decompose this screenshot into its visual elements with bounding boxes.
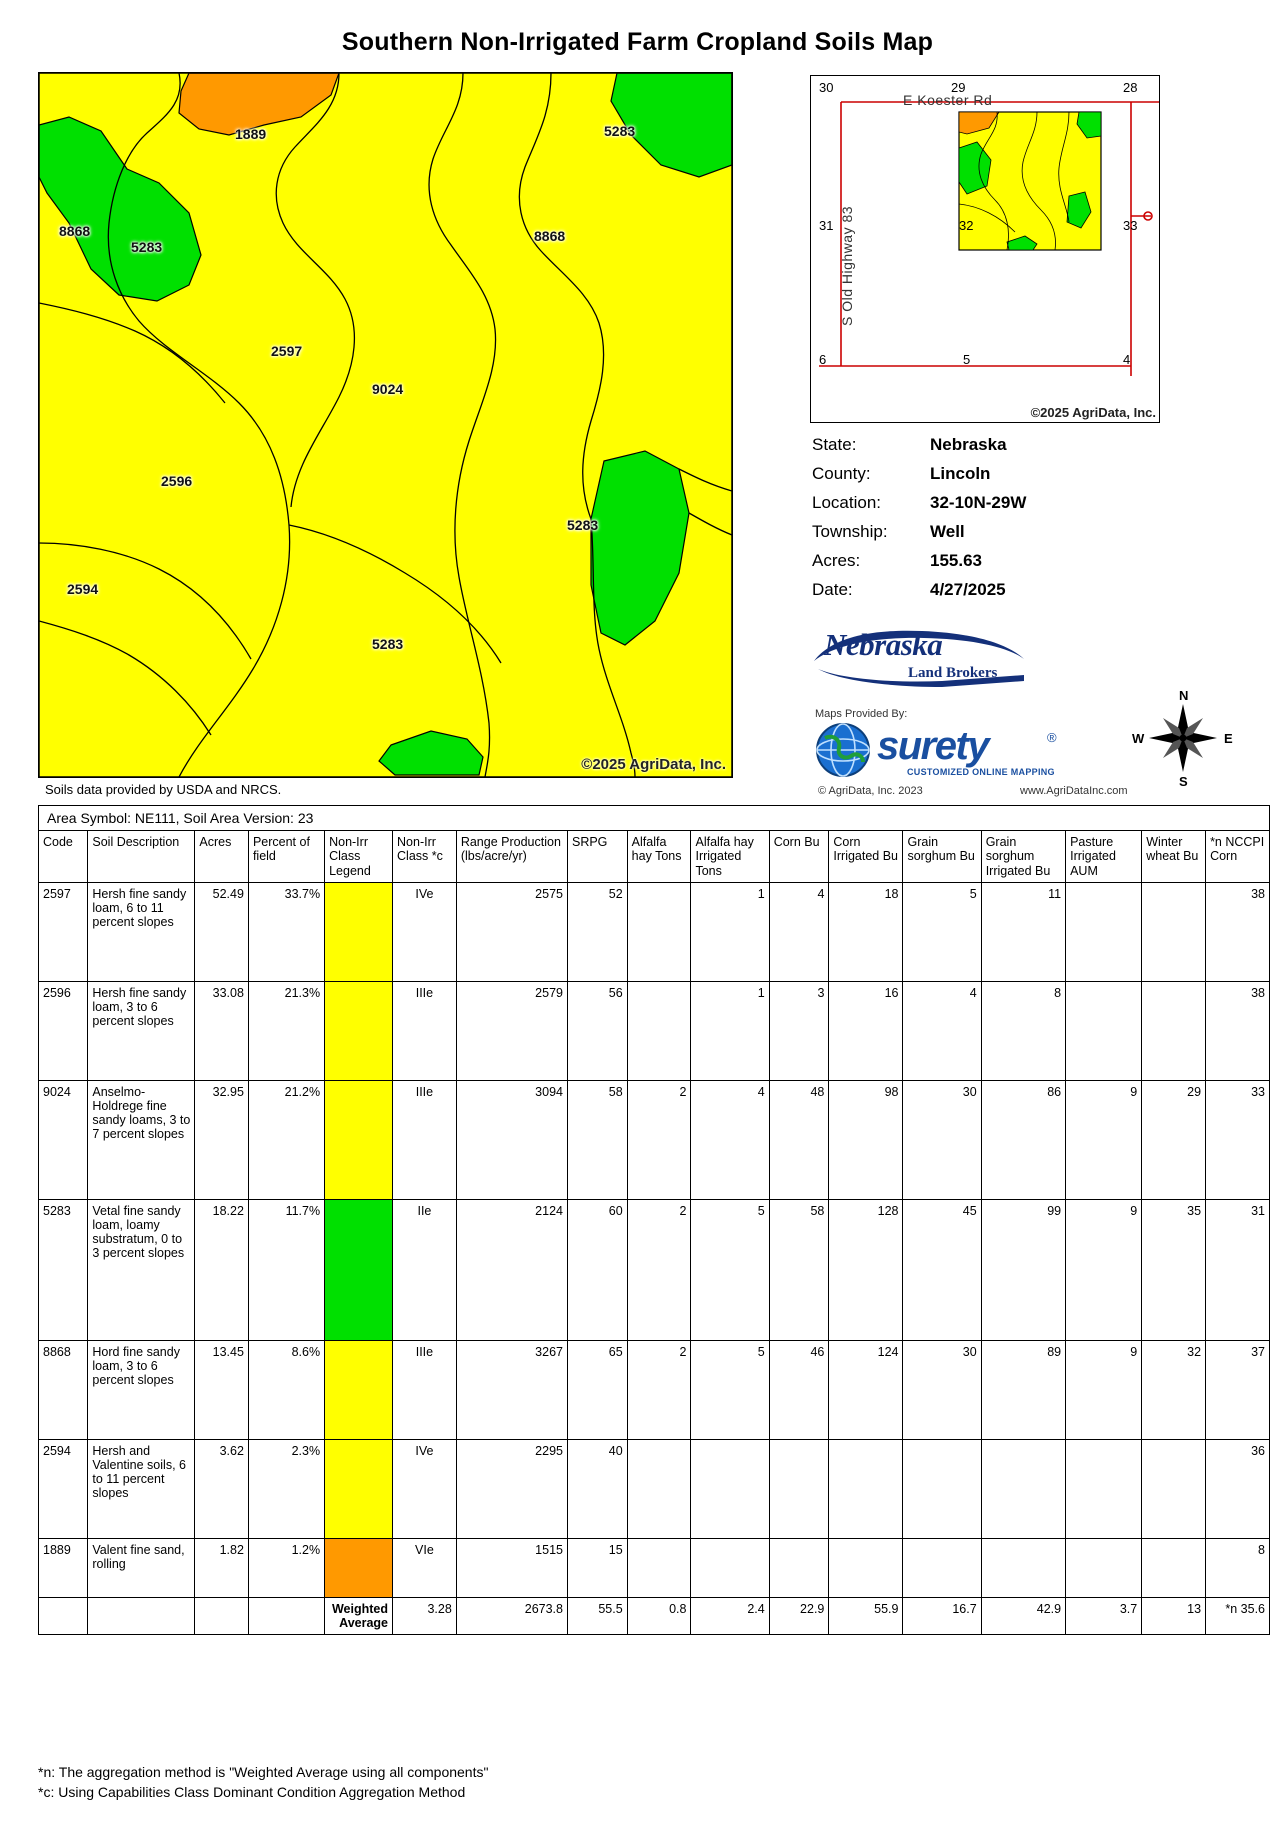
registered-mark-icon: ® bbox=[1047, 730, 1057, 745]
cell-description: Hersh fine sandy loam, 6 to 11 percent slopes bbox=[88, 883, 195, 982]
map-soil-label: 5283 bbox=[604, 123, 636, 139]
cell-sorghum-irr: 8 bbox=[981, 982, 1065, 1081]
cell-sorghum bbox=[903, 1539, 981, 1598]
legend-color-swatch bbox=[325, 1081, 392, 1199]
cell-class: IIIe bbox=[393, 1341, 457, 1440]
cell-acres: 18.22 bbox=[195, 1200, 249, 1341]
cell-sorghum bbox=[903, 1440, 981, 1539]
cell-sorghum: 5 bbox=[903, 883, 981, 982]
wavg-corn: 22.9 bbox=[769, 1598, 829, 1635]
area-symbol-header: Area Symbol: NE111, Soil Area Version: 23 bbox=[38, 805, 1270, 830]
cell-corn-irr: 98 bbox=[829, 1081, 903, 1200]
cell-code: 2597 bbox=[39, 883, 88, 982]
cell-srpg: 65 bbox=[567, 1341, 627, 1440]
cell-srpg: 56 bbox=[567, 982, 627, 1081]
col-winter-wheat-bu: Winter wheat Bu bbox=[1142, 831, 1206, 883]
compass-west-label: W bbox=[1132, 731, 1145, 746]
cell-legend bbox=[325, 1440, 393, 1539]
cell-alfalfa bbox=[627, 982, 691, 1081]
col-corn-irrigated-bu: Corn Irrigated Bu bbox=[829, 831, 903, 883]
wavg-alfalfa-irr: 2.4 bbox=[691, 1598, 769, 1635]
col-percent-of-field: Percent of field bbox=[248, 831, 324, 883]
cell-corn-irr: 18 bbox=[829, 883, 903, 982]
cell-code: 5283 bbox=[39, 1200, 88, 1341]
cell-alfalfa-irr: 5 bbox=[691, 1341, 769, 1440]
cell-percent: 1.2% bbox=[248, 1539, 324, 1598]
map-soil-label: 8868 bbox=[534, 228, 566, 244]
cell-legend bbox=[325, 1081, 393, 1200]
cell-corn: 3 bbox=[769, 982, 829, 1081]
cell-alfalfa-irr: 1 bbox=[691, 883, 769, 982]
cell-description: Anselmo-Holdrege fine sandy loams, 3 to 7 percent slopes bbox=[88, 1081, 195, 1200]
col-nccpi-corn: *n NCCPI Corn bbox=[1206, 831, 1270, 883]
wavg-pasture-irr: 3.7 bbox=[1066, 1598, 1142, 1635]
map-soil-label: 1889 bbox=[235, 126, 267, 142]
footnote-n: *n: The aggregation method is "Weighted Average using all components" bbox=[38, 1764, 489, 1780]
cell-corn-irr: 128 bbox=[829, 1200, 903, 1341]
map-soil-label: 2596 bbox=[161, 473, 193, 489]
info-row-location bbox=[812, 493, 1142, 513]
cell-sorghum-irr: 86 bbox=[981, 1081, 1065, 1200]
cell-nccpi: 8 bbox=[1206, 1539, 1270, 1598]
cell-wheat bbox=[1142, 1539, 1206, 1598]
cell-class: IIIe bbox=[393, 1081, 457, 1200]
wavg-range-production: 2673.8 bbox=[456, 1598, 567, 1635]
legend-color-swatch bbox=[325, 1440, 392, 1538]
col-soil-description: Soil Description bbox=[88, 831, 195, 883]
map-soil-label: 2597 bbox=[271, 343, 303, 359]
wavg-class: 3.28 bbox=[393, 1598, 457, 1635]
col-corn-bu: Corn Bu bbox=[769, 831, 829, 883]
cell-wheat bbox=[1142, 982, 1206, 1081]
map-soil-label: 5283 bbox=[567, 517, 599, 533]
compass-north-label: N bbox=[1179, 688, 1189, 703]
surety-wordmark: surety bbox=[877, 724, 989, 768]
cell-alfalfa-irr: 4 bbox=[691, 1081, 769, 1200]
field-info bbox=[812, 435, 1142, 609]
cell-percent: 2.3% bbox=[248, 1440, 324, 1539]
section-number: 33 bbox=[1123, 218, 1138, 233]
info-value: 32-10N-29W bbox=[930, 493, 1027, 512]
cell-corn-irr: 124 bbox=[829, 1341, 903, 1440]
cell-range-production: 1515 bbox=[456, 1539, 567, 1598]
wavg-blank-percent bbox=[248, 1598, 324, 1635]
cell-corn bbox=[769, 1539, 829, 1598]
cell-alfalfa-irr bbox=[691, 1440, 769, 1539]
cell-legend bbox=[325, 883, 393, 982]
cell-code: 1889 bbox=[39, 1539, 88, 1598]
weighted-average-row bbox=[39, 1598, 1270, 1635]
legend-color-swatch bbox=[325, 982, 392, 1080]
surety-logo bbox=[815, 722, 1085, 778]
info-row-county bbox=[812, 464, 1142, 484]
section-number: 28 bbox=[1123, 80, 1138, 95]
cell-class: IIIe bbox=[393, 982, 457, 1081]
cell-description: Vetal fine sandy loam, loamy substratum, 0 to 3 percent slopes bbox=[88, 1200, 195, 1341]
info-value: Well bbox=[930, 522, 965, 541]
cell-range-production: 3094 bbox=[456, 1081, 567, 1200]
cell-sorghum-irr bbox=[981, 1539, 1065, 1598]
compass-east-label: E bbox=[1224, 731, 1233, 746]
soils-table-body bbox=[39, 883, 1270, 1635]
cell-acres: 32.95 bbox=[195, 1081, 249, 1200]
wavg-sorghum-irr: 42.9 bbox=[981, 1598, 1065, 1635]
info-label: Township: bbox=[812, 522, 888, 541]
cell-legend bbox=[325, 982, 393, 1081]
info-value: Lincoln bbox=[930, 464, 991, 483]
cell-nccpi: 33 bbox=[1206, 1081, 1270, 1200]
cell-nccpi: 31 bbox=[1206, 1200, 1270, 1341]
cell-alfalfa: 2 bbox=[627, 1200, 691, 1341]
info-label: County: bbox=[812, 464, 871, 483]
cell-corn: 46 bbox=[769, 1341, 829, 1440]
cell-wheat bbox=[1142, 883, 1206, 982]
cell-range-production: 2295 bbox=[456, 1440, 567, 1539]
cell-code: 2596 bbox=[39, 982, 88, 1081]
cell-range-production: 2124 bbox=[456, 1200, 567, 1341]
cell-code: 2594 bbox=[39, 1440, 88, 1539]
soils-table-header bbox=[39, 831, 1270, 883]
surety-tagline: CUSTOMIZED ONLINE MAPPING bbox=[907, 767, 1055, 777]
legend-color-swatch bbox=[325, 883, 392, 981]
section-number: 31 bbox=[819, 218, 834, 233]
road-label-highway-83: S Old Highway 83 bbox=[839, 205, 855, 326]
table-header-row bbox=[39, 831, 1270, 883]
cell-alfalfa bbox=[627, 1440, 691, 1539]
cell-alfalfa-irr: 5 bbox=[691, 1200, 769, 1341]
cell-legend bbox=[325, 1200, 393, 1341]
locator-copyright: ©2025 AgriData, Inc. bbox=[1030, 405, 1156, 420]
info-label: State: bbox=[812, 435, 857, 454]
agridata-url: www.AgriDataInc.com bbox=[1020, 785, 1128, 797]
cell-range-production: 3267 bbox=[456, 1341, 567, 1440]
cell-range-production: 2579 bbox=[456, 982, 567, 1081]
info-row-date bbox=[812, 580, 1142, 600]
cell-sorghum-irr bbox=[981, 1440, 1065, 1539]
page-title: Southern Non-Irrigated Farm Cropland Soils Map bbox=[341, 28, 934, 56]
cell-description: Hersh and Valentine soils, 6 to 11 percent slopes bbox=[88, 1440, 195, 1539]
col-acres: Acres bbox=[195, 831, 249, 883]
soil-map-polygons bbox=[39, 73, 732, 777]
cell-acres: 13.45 bbox=[195, 1341, 249, 1440]
cell-percent: 11.7% bbox=[248, 1200, 324, 1341]
globe-icon bbox=[815, 722, 875, 778]
compass-icon bbox=[1128, 690, 1238, 786]
cell-alfalfa bbox=[627, 1539, 691, 1598]
cell-sorghum-irr: 89 bbox=[981, 1341, 1065, 1440]
table-row bbox=[39, 982, 1270, 1081]
table-row bbox=[39, 1341, 1270, 1440]
cell-class: IVe bbox=[393, 1440, 457, 1539]
cell-code: 9024 bbox=[39, 1081, 88, 1200]
cell-srpg: 52 bbox=[567, 883, 627, 982]
weighted-average-label: Weighted Average bbox=[325, 1598, 393, 1635]
cell-corn-irr bbox=[829, 1539, 903, 1598]
soil-map[interactable] bbox=[38, 72, 733, 778]
cell-range-production: 2575 bbox=[456, 883, 567, 982]
locator-map[interactable] bbox=[810, 75, 1160, 423]
map-soil-label: 2594 bbox=[67, 581, 99, 597]
logo-text-land-brokers: Land Brokers bbox=[908, 665, 998, 681]
soil-map-container[interactable] bbox=[38, 72, 733, 778]
col-grain-sorghum-irrigated-bu: Grain sorghum Irrigated Bu bbox=[981, 831, 1065, 883]
cell-alfalfa: 2 bbox=[627, 1081, 691, 1200]
cell-acres: 52.49 bbox=[195, 883, 249, 982]
col-alfalfa-hay-irrigated-tons: Alfalfa hay Irrigated Tons bbox=[691, 831, 769, 883]
locator-grid bbox=[811, 76, 1159, 422]
wavg-wheat: 13 bbox=[1142, 1598, 1206, 1635]
cell-srpg: 60 bbox=[567, 1200, 627, 1341]
wavg-nccpi: *n 35.6 bbox=[1206, 1598, 1270, 1635]
info-label: Date: bbox=[812, 580, 853, 599]
cell-nccpi: 38 bbox=[1206, 982, 1270, 1081]
info-label: Location: bbox=[812, 493, 881, 512]
cell-percent: 8.6% bbox=[248, 1341, 324, 1440]
table-row bbox=[39, 883, 1270, 982]
legend-color-swatch bbox=[325, 1341, 392, 1439]
wavg-sorghum: 16.7 bbox=[903, 1598, 981, 1635]
section-number: 32 bbox=[959, 218, 974, 233]
cell-sorghum: 4 bbox=[903, 982, 981, 1081]
cell-legend bbox=[325, 1341, 393, 1440]
cell-percent: 33.7% bbox=[248, 883, 324, 982]
table-row bbox=[39, 1200, 1270, 1341]
table-row bbox=[39, 1440, 1270, 1539]
map-soil-label: 8868 bbox=[59, 223, 91, 239]
cell-description: Hersh fine sandy loam, 3 to 6 percent slopes bbox=[88, 982, 195, 1081]
cell-description: Hord fine sandy loam, 3 to 6 percent slopes bbox=[88, 1341, 195, 1440]
cell-corn: 48 bbox=[769, 1081, 829, 1200]
col-grain-sorghum-bu: Grain sorghum Bu bbox=[903, 831, 981, 883]
cell-wheat bbox=[1142, 1440, 1206, 1539]
cell-pasture-irr bbox=[1066, 1539, 1142, 1598]
soils-data-source-note: Soils data provided by USDA and NRCS. bbox=[45, 782, 282, 797]
legend-color-swatch bbox=[325, 1539, 392, 1597]
nebraska-land-brokers-logo bbox=[812, 625, 1037, 687]
info-value: Nebraska bbox=[930, 435, 1007, 454]
wavg-blank-code bbox=[39, 1598, 88, 1635]
compass-rose bbox=[1128, 688, 1238, 789]
wavg-blank-acres bbox=[195, 1598, 249, 1635]
cell-wheat: 29 bbox=[1142, 1081, 1206, 1200]
cell-percent: 21.3% bbox=[248, 982, 324, 1081]
cell-code: 8868 bbox=[39, 1341, 88, 1440]
cell-sorghum-irr: 99 bbox=[981, 1200, 1065, 1341]
map-soil-label: 9024 bbox=[372, 381, 404, 397]
info-label: Acres: bbox=[812, 551, 861, 570]
table-row bbox=[39, 1539, 1270, 1598]
cell-pasture-irr: 9 bbox=[1066, 1200, 1142, 1341]
table-row bbox=[39, 1081, 1270, 1200]
wavg-srpg: 55.5 bbox=[567, 1598, 627, 1635]
cell-sorghum: 30 bbox=[903, 1341, 981, 1440]
maps-provided-by-label: Maps Provided By: bbox=[815, 708, 908, 720]
section-number: 29 bbox=[951, 80, 966, 95]
compass-south-label: S bbox=[1179, 774, 1188, 789]
cell-corn-irr bbox=[829, 1440, 903, 1539]
cell-corn-irr: 16 bbox=[829, 982, 903, 1081]
map-soil-label: 5283 bbox=[372, 636, 404, 652]
cell-sorghum-irr: 11 bbox=[981, 883, 1065, 982]
cell-corn: 58 bbox=[769, 1200, 829, 1341]
cell-sorghum: 30 bbox=[903, 1081, 981, 1200]
soils-table bbox=[38, 830, 1270, 1635]
cell-nccpi: 38 bbox=[1206, 883, 1270, 982]
legend-color-swatch bbox=[325, 1200, 392, 1340]
cell-legend bbox=[325, 1539, 393, 1598]
map-soil-label: 5283 bbox=[131, 239, 163, 255]
section-number: 4 bbox=[1123, 352, 1131, 367]
cell-pasture-irr bbox=[1066, 883, 1142, 982]
cell-nccpi: 36 bbox=[1206, 1440, 1270, 1539]
cell-pasture-irr bbox=[1066, 982, 1142, 1081]
cell-corn: 4 bbox=[769, 883, 829, 982]
info-value: 155.63 bbox=[930, 551, 982, 570]
cell-wheat: 35 bbox=[1142, 1200, 1206, 1341]
wavg-corn-irr: 55.9 bbox=[829, 1598, 903, 1635]
footnote-c: *c: Using Capabilities Class Dominant Condition Aggregation Method bbox=[38, 1784, 466, 1801]
col-srpg: SRPG bbox=[567, 831, 627, 883]
cell-srpg: 40 bbox=[567, 1440, 627, 1539]
section-number: 30 bbox=[819, 80, 834, 95]
cell-percent: 21.2% bbox=[248, 1081, 324, 1200]
info-row-state bbox=[812, 435, 1142, 455]
col-alfalfa-hay-tons: Alfalfa hay Tons bbox=[627, 831, 691, 883]
cell-pasture-irr: 9 bbox=[1066, 1081, 1142, 1200]
wavg-alfalfa: 0.8 bbox=[627, 1598, 691, 1635]
section-number: 6 bbox=[819, 352, 827, 367]
cell-class: VIe bbox=[393, 1539, 457, 1598]
col-code: Code bbox=[39, 831, 88, 883]
cell-acres: 1.82 bbox=[195, 1539, 249, 1598]
cell-sorghum: 45 bbox=[903, 1200, 981, 1341]
cell-corn bbox=[769, 1440, 829, 1539]
cell-acres: 3.62 bbox=[195, 1440, 249, 1539]
section-number: 5 bbox=[963, 352, 971, 367]
cell-acres: 33.08 bbox=[195, 982, 249, 1081]
info-row-acres bbox=[812, 551, 1142, 571]
col-nonirr-class: Non-Irr Class *c bbox=[393, 831, 457, 883]
col-range-production: Range Production (lbs/acre/yr) bbox=[456, 831, 567, 883]
cell-alfalfa: 2 bbox=[627, 1341, 691, 1440]
cell-description: Valent fine sand, rolling bbox=[88, 1539, 195, 1598]
agridata-copyright: © AgriData, Inc. 2023 bbox=[818, 785, 923, 797]
cell-class: IVe bbox=[393, 883, 457, 982]
cell-srpg: 58 bbox=[567, 1081, 627, 1200]
map-copyright: ©2025 AgriData, Inc. bbox=[581, 756, 726, 773]
info-row-township bbox=[812, 522, 1142, 542]
cell-srpg: 15 bbox=[567, 1539, 627, 1598]
road-label-koester: E Koester Rd bbox=[903, 92, 993, 108]
cell-wheat: 32 bbox=[1142, 1341, 1206, 1440]
cell-nccpi: 37 bbox=[1206, 1341, 1270, 1440]
logo-text-nebraska: Nebraska bbox=[824, 627, 943, 662]
wavg-blank-desc bbox=[88, 1598, 195, 1635]
cell-pasture-irr bbox=[1066, 1440, 1142, 1539]
cell-alfalfa-irr bbox=[691, 1539, 769, 1598]
footnotes bbox=[38, 1762, 488, 1803]
cell-alfalfa bbox=[627, 883, 691, 982]
info-value: 4/27/2025 bbox=[930, 580, 1006, 599]
cell-alfalfa-irr: 1 bbox=[691, 982, 769, 1081]
cell-pasture-irr: 9 bbox=[1066, 1341, 1142, 1440]
col-pasture-irrigated-aum: Pasture Irrigated AUM bbox=[1066, 831, 1142, 883]
cell-class: IIe bbox=[393, 1200, 457, 1341]
col-nonirr-class-legend: Non-Irr Class Legend bbox=[325, 831, 393, 883]
